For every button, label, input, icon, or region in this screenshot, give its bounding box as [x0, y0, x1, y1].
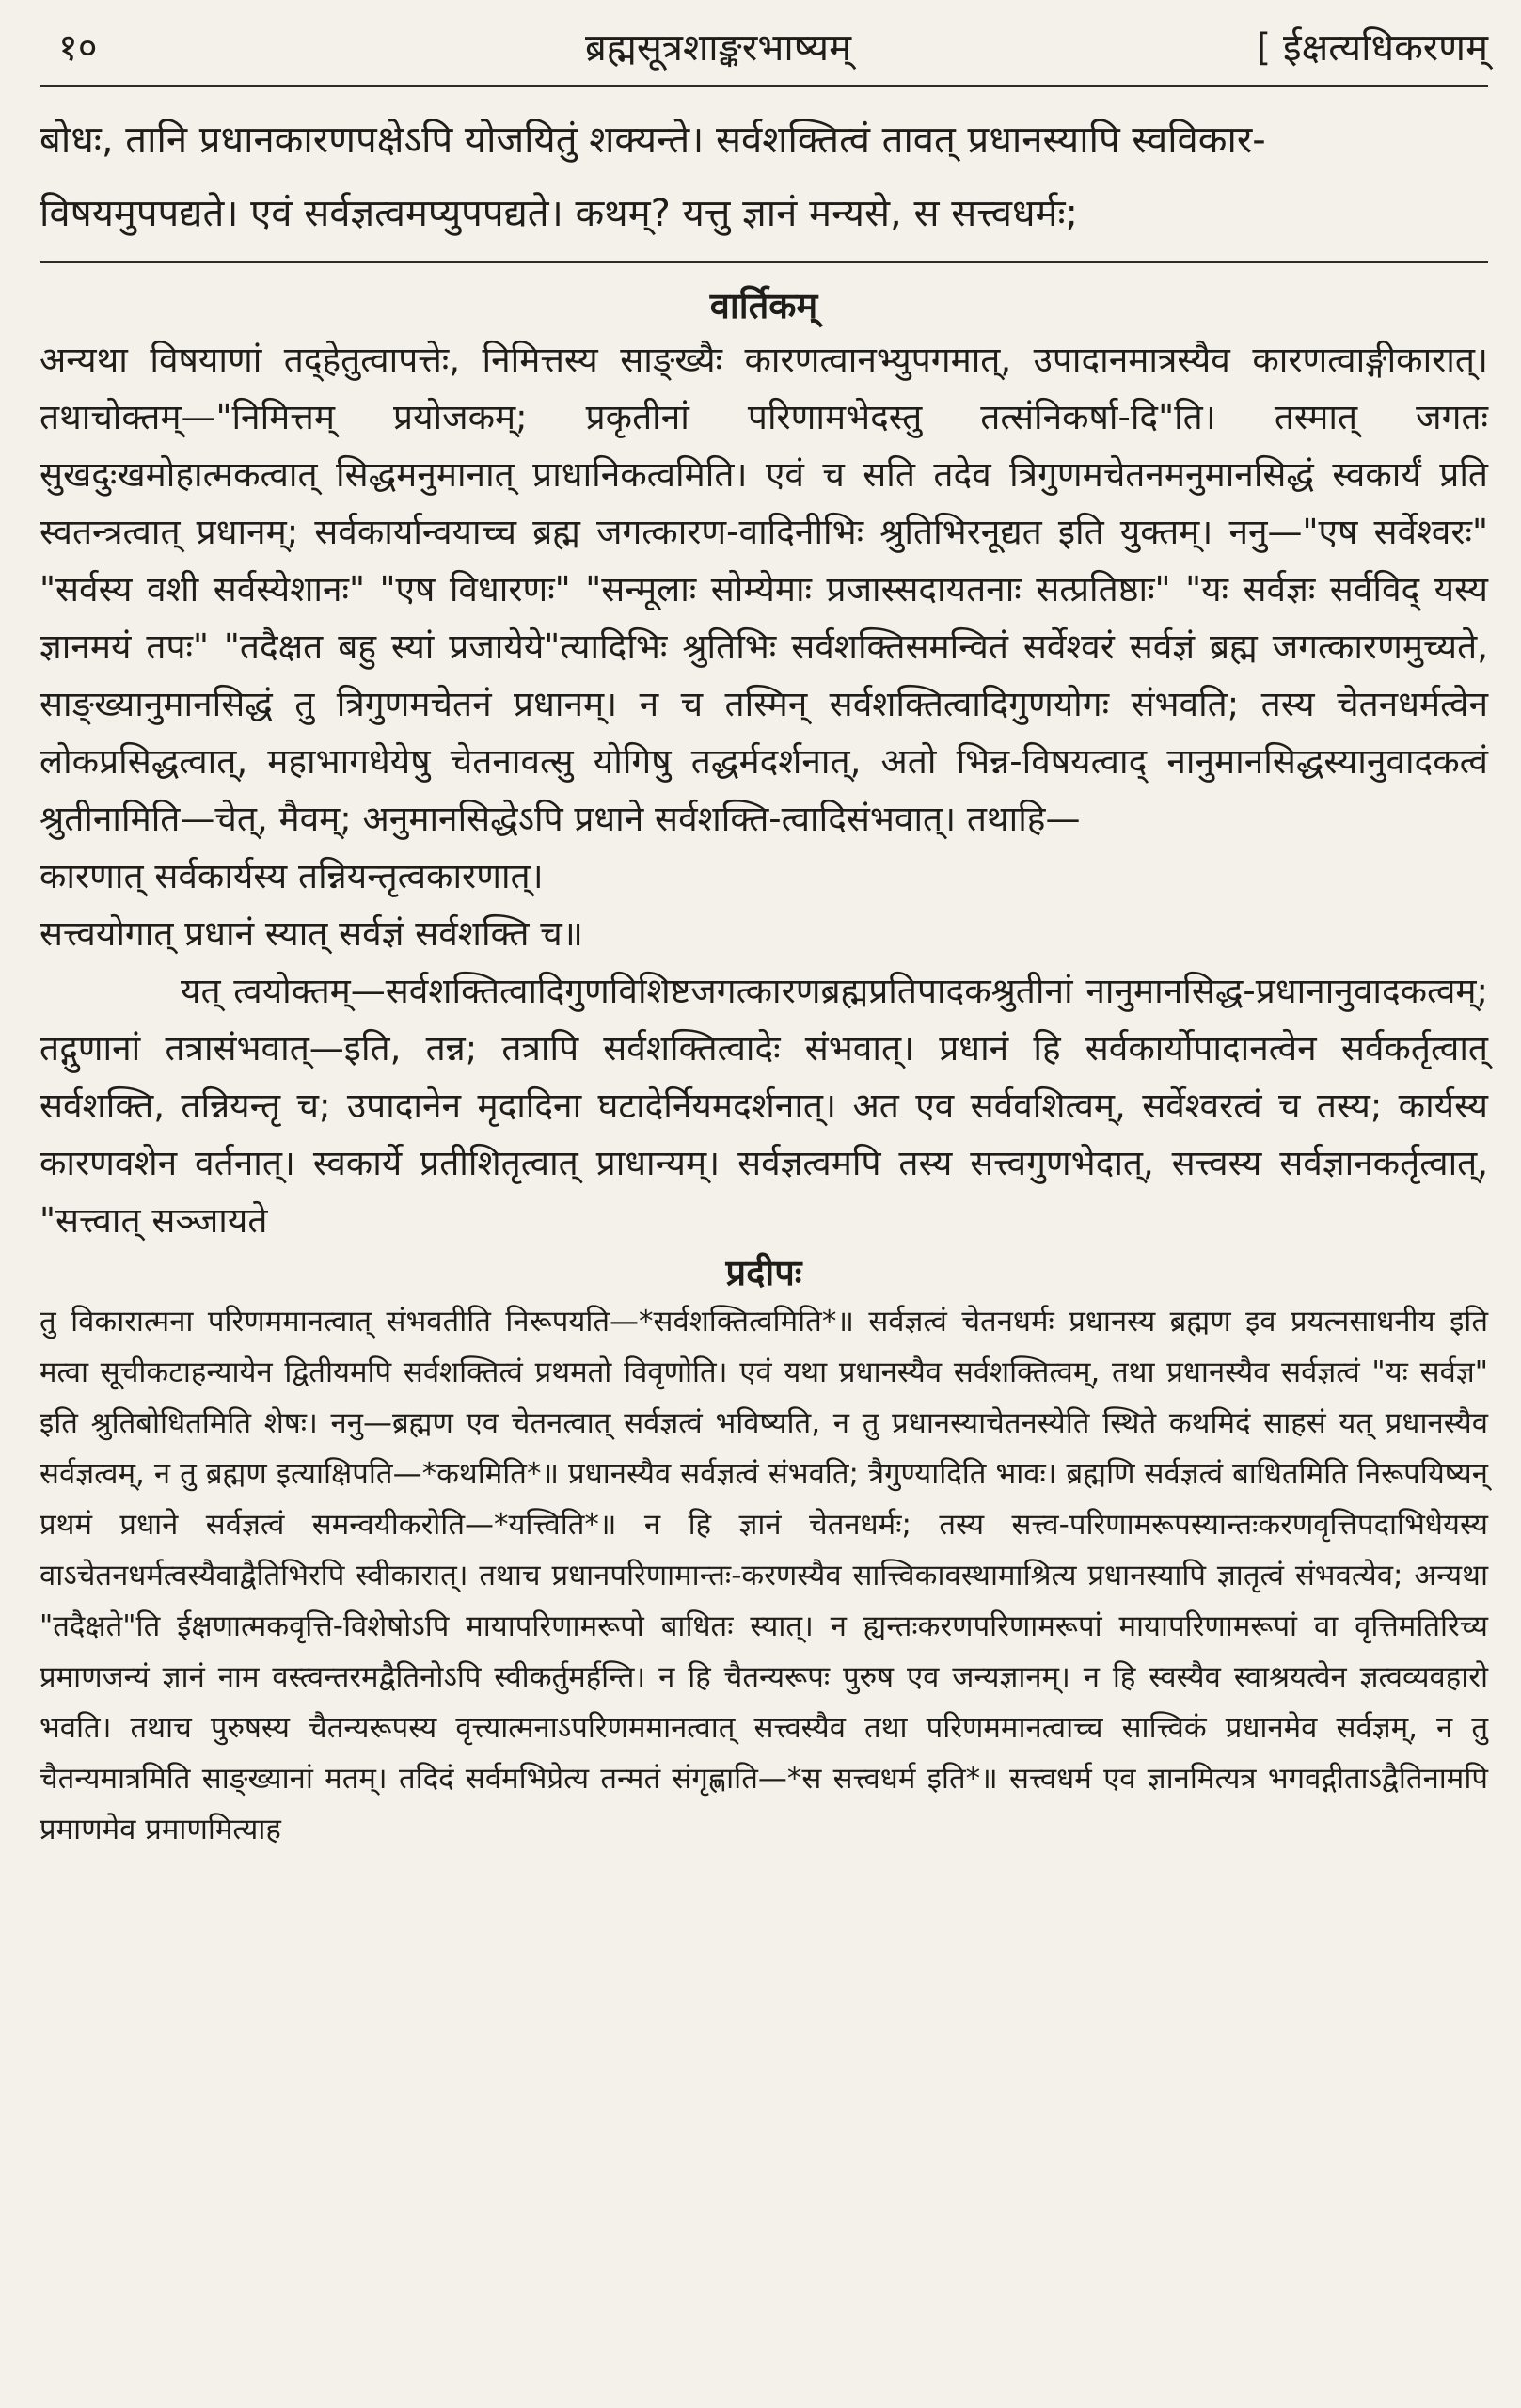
page-number: १० [58, 26, 98, 70]
vartika-paragraph-1: अन्यथा विषयाणां तद्हेतुत्वापत्तेः, निमित्तस्य साङ्ख्यैः कारणत्वानभ्युपगमात्, उपादानमात्रस्यैव कारणत्वाङ्गीकारात्। तथाचोक्तम्—"निमित्तम् प्रयोजकम्; प्रकृतीनां परिणामभेदस्तु तत्संनिकर्षा-दि"ति। तस्मात् जगतः सुखदुःखमोहात्मकत्वात् सिद्धमनुमानात् प्राधानिकत्वमिति। एवं च सति तदेव त्रिगुणमचेतनमनुमानसिद्धं स्वकार्यं प्रति स्वतन्त्रत्वात् प्रधानम्; सर्वकार्यान्वयाच्च ब्रह्म जगत्कारण-वादिनीभिः श्रुतिभिरनूद्यत इति युक्तम्। ननु—"एष सर्वेश्वरः" "सर्वस्य वशी सर्वस्येशानः" "एष विधारणः" "सन्मूलाः सोम्येमाः प्रजास्सदायतनाः सत्प्रतिष्ठाः" "यः सर्वज्ञः सर्वविद् यस्य ज्ञानमयं तपः" "तदैक्षत बहु स्यां प्रजायेये"त्यादिभिः श्रुतिभिः सर्वशक्तिसमन्वितं सर्वेश्वरं सर्वज्ञं ब्रह्म जगत्कारणमुच्यते, साङ्ख्यानुमानसिद्धं तु त्रिगुणमचेतनं प्रधानम्। न च तस्मिन् सर्वशक्तित्वादिगुणयोगः संभवति; तस्य चेतनधर्मत्वेन लोकप्रसिद्धत्वात्, महाभागधेयेषु चेतनावत्सु योगिषु तद्धर्मदर्शनात्, अतो भिन्न-विषयत्वाद् नानुमानसिद्धस्यानुवादकत्वं श्रुतीनामिति—चेत्, मैवम्; अनुमानसिद्धेऽपि प्रधाने सर्वशक्ति-त्वादिसंभवात्। तथाहि— [40, 340, 1488, 839]
bhashya-line: बोधः, तानि प्रधानकारणपक्षेऽपि योजयितुं शक्यन्ते। सर्वशक्तित्वं तावत् प्रधानस्यापि स्वविकार- [40, 119, 1266, 162]
bhashya-text [40, 103, 1488, 250]
vartika-heading: वार्तिकम् [709, 285, 818, 326]
pradipa-paragraph: तु विकारात्मना परिणममानत्वात् संभवतीति निरूपयति—*सर्वशक्तित्वमिति*॥ सर्वज्ञत्वं चेतनधर्मः प्रधानस्य ब्रह्मण इव प्रयत्नसाधनीय इति मत्वा सूचीकटाहन्यायेन द्वितीयमपि सर्वशक्तित्वं प्रथमतो विवृणोति। एवं यथा प्रधानस्यैव सर्वशक्तित्वम्, तथा प्रधानस्यैव सर्वज्ञत्वं "यः सर्वज्ञ" इति श्रुतिबोधितमिति शेषः। ननु—ब्रह्मण एव चेतनत्वात् सर्वज्ञत्वं भविष्यति, न तु प्रधानस्याचेतनस्येति स्थिते कथमिदं साहसं यत् प्रधानस्यैव सर्वज्ञत्वम्, न तु ब्रह्मण इत्याक्षिपति—*कथमिति*॥ प्रधानस्यैव सर्वज्ञत्वं संभवति; त्रैगुण्यादिति भावः। ब्रह्मणि सर्वज्ञत्वं बाधितमिति निरूपयिष्यन् प्रथमं प्रधाने सर्वज्ञत्वं समन्वयीकरोति—*यत्त्विति*॥ न हि ज्ञानं चेतनधर्मः; तस्य सत्त्व-परिणामरूपस्यान्तःकरणवृत्तिपदाभिधेयस्य वाऽचेतनधर्मत्वस्यैवाद्वैतिभिरपि स्वीकारात्। तथाच प्रधानपरिणामान्तः-करणस्यैव सात्त्विकावस्थामाश्रित्य प्रधानस्यापि ज्ञातृत्वं संभवत्येव; अन्यथा "तदैक्षते"ति ईक्षणात्मकवृत्ति-विशेषोऽपि मायापरिणामरूपो बाधितः स्यात्। न ह्यन्तःकरणपरिणामरूपां मायापरिणामरूपां वा वृत्तिमतिरिच्य प्रमाणजन्यं ज्ञानं नाम वस्त्वन्तरमद्वैतिनोऽपि स्वीकर्तुमर्हन्ति। न हि चैतन्यरूपः पुरुष एव जन्यज्ञानम्। न हि स्वस्यैव स्वाश्रयत्वेन ज्ञत्वव्यवहारो भवति। तथाच पुरुषस्य चैतन्यरूपस्य वृत्त्यात्मनाऽपरिणममानत्वात् सत्त्वस्यैव तथा परिणममानत्वाच्च सात्त्विकं प्रधानमेव सर्वज्ञम्, न तु चैतन्यमात्रमिति साङ्ख्यानां मतम्। तदिदं सर्वमभिप्रेत्य तन्मतं संगृह्णाति—*स सत्त्वधर्म इति*॥ सत्त्वधर्म एव ज्ञानमित्यत्र भगवद्गीताऽद्वैतिनामपि प्रमाणमेव प्रमाणमित्याह [40, 1305, 1488, 1846]
pradipa-section [40, 1249, 1488, 1855]
bhashya-line: विषयमुपपद्यते। एवं सर्वज्ञत्वमप्युपपद्यते। कथम्? यत्तु ज्ञानं मन्यसे, स सत्त्वधर्मः; [40, 192, 1079, 235]
page-header [40, 19, 1488, 77]
book-title: ब्रह्मसूत्रशाङ्करभाष्यम् [585, 26, 852, 70]
book-page [40, 19, 1488, 2389]
vartika-paragraph-2: यत् त्वयोक्तम्—सर्वशक्तित्वादिगुणविशिष्टजगत्कारणब्रह्मप्रतिपादकश्रुतीनां नानुमानसिद्ध-प्रधानानुवादकत्वम्; तद्गुणानां तत्रासंभवात्—इति, तन्न; तत्रापि सर्वशक्तित्वादेः संभवात्। प्रधानं हि सर्वकार्योपादानत्वेन सर्वकर्तृत्वात् सर्वशक्ति, तन्नियन्तृ च; उपादानेन मृदादिना घटादेर्नियमदर्शनात्। अत एव सर्ववशित्वम्, सर्वेश्वरत्वं च तस्य; कार्यस्य कारणवशेन वर्तनात्। स्वकार्ये प्रतीशितृत्वात् प्राधान्यम्। सर्वज्ञत्वमपि तस्य सत्त्वगुणभेदात्, सत्त्वस्य सर्वज्ञानकर्तृत्वात्, "सत्त्वात् सञ्जायते [40, 971, 1488, 1241]
header-rule [40, 85, 1488, 87]
pradipa-heading: प्रदीपः [725, 1252, 802, 1293]
verse-line: कारणात् सर्वकार्यस्य तन्नियन्तृत्वकारणात्। [40, 856, 544, 896]
verse-line: सत्त्वयोगात् प्रधानं स्यात् सर्वज्ञं सर्वशक्ति च॥ [40, 913, 583, 954]
section-title: [ ईक्षत्यधिकरणम् [1256, 26, 1488, 70]
bhashya-commentary-divider [40, 261, 1488, 263]
vartika-section [40, 280, 1488, 1249]
